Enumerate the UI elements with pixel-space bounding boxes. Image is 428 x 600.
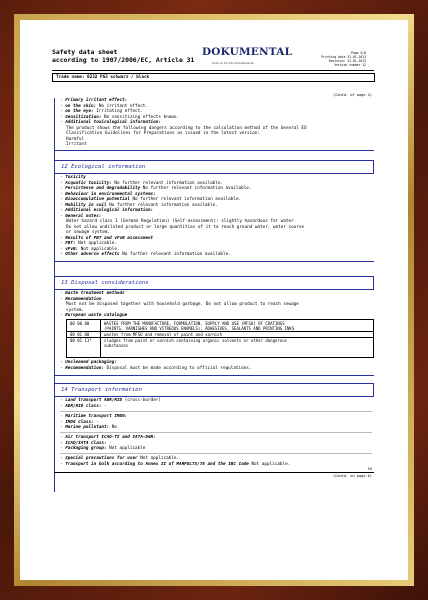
- disposal-line: · Uncleaned packaging:: [60, 360, 117, 365]
- waste-desc: WASTES FROM THE MANUFACTURE, FORMULATION, SUPPLY AND USE (MFSU) OF COATINGS: [104, 321, 285, 326]
- footer-code: EU: [368, 467, 372, 471]
- transport-line: · ICAO/IATA Class: -: [60, 440, 112, 446]
- tox-line: · Primary irritant effect:: [60, 98, 128, 103]
- company-logo: DOKUMENTAL: [202, 46, 293, 58]
- transport-line: · Transport in bulk according to Annex II of MARPOL73/78 and the IBC Code Not applicable.: [60, 461, 291, 467]
- eco-line: · General notes:: [60, 213, 102, 219]
- transport-line: · Packaging group: Not applicable: [60, 446, 146, 451]
- waste-desc: (PAINTS, VARNISHES AND VITREOUS ENAMELS), ADHESIVES, SEALANTS AND PRINTING INKS: [104, 326, 295, 331]
- eco-line: · Results of PBT and vPvB assessment: [60, 235, 154, 241]
- section-divider: [54, 150, 374, 151]
- tox-text: Irritant: [66, 142, 87, 147]
- tox-line: · on the eye: Irritating effect.: [60, 109, 143, 114]
- continued-note-bottom: (Contd. on page 6): [333, 474, 372, 478]
- transport-line: · ADR/RID class: -: [60, 403, 107, 409]
- section-12-title: 12 Ecological information: [61, 164, 146, 170]
- printing-date: Printing date 31.01.2013: [321, 54, 366, 59]
- group-divider: [60, 432, 372, 433]
- group-divider: [60, 453, 372, 454]
- eco-text: Do not allow undiluted product or large quantities of it to reach ground water, water course: [66, 224, 304, 230]
- section-13-title: 13 Disposal considerations: [61, 280, 149, 286]
- section-14-title: 14 Transport information: [61, 387, 142, 393]
- waste-desc: substances: [104, 343, 129, 348]
- tox-text: Classification Guidelines for Preparations as issued in the latest version:: [66, 131, 261, 136]
- disposal-line: · Recommendation: [60, 296, 102, 302]
- disposal-text: system.: [66, 307, 85, 313]
- tox-line: · Sensitization: No sensitizing effects known.: [60, 114, 180, 120]
- tox-text: Harmful: [66, 136, 85, 142]
- page-number: Page 5/8: [351, 51, 366, 55]
- eco-line: · Persistence and degradability No further relevant information available.: [60, 186, 252, 191]
- tox-text: The product shows the following dangers according to the calculation method of the General EU: [66, 125, 307, 131]
- waste-desc: wastes from MFSU and removal of paint and varnish: [104, 332, 223, 337]
- transport-line: · Maritime transport IMDG:: [60, 414, 128, 419]
- continued-note-top: (Contd. of page 4): [333, 93, 372, 97]
- tox-line: · on the skin: No irritant effect.: [60, 103, 148, 109]
- waste-code: 08 00 00: [70, 321, 90, 326]
- transport-line: · IMDG Class: -: [60, 419, 99, 425]
- eco-line: · PBT: Not applicable.: [60, 241, 117, 246]
- tox-line: · Additional toxicological information:: [60, 120, 161, 125]
- footer-rule: [54, 472, 374, 473]
- eco-line: · Mobility in soil No further relevant information available.: [60, 202, 218, 208]
- section-13-header: [54, 276, 374, 290]
- logo-subtitle: Kuhn & Co KG Schreibwaren: [212, 61, 255, 65]
- eco-line: · Acquatic toxicity: No further relevant information available.: [60, 180, 224, 186]
- eco-line: · Other adverse effects No further relevant information available.: [60, 252, 231, 257]
- group-divider: [60, 411, 372, 412]
- disposal-line: · Waste treatment methods: [60, 291, 125, 296]
- section-margin-bar: [54, 173, 55, 287]
- waste-code: 08 01 11*: [70, 338, 92, 343]
- waste-desc: sludges from paint or varnish containing organic solvents or other dangerous: [104, 338, 288, 343]
- transport-line: · Air transport ICAO-TI and IATA-DGR:: [60, 435, 156, 440]
- doc-title: Safety data sheet: [52, 48, 118, 56]
- eco-line: · vPvB: Not applicable.: [60, 246, 120, 252]
- transport-line: · Special precautions for user Not applicable.: [60, 456, 180, 461]
- header-rule: [52, 70, 374, 71]
- section-divider: [54, 261, 374, 262]
- eco-line: · Toxicity: [60, 175, 86, 180]
- eco-text: Water hazard class 1 (German Regulation) (Self-assessment): slightly hazardous for water: [66, 219, 294, 224]
- section-14-header: [54, 383, 374, 397]
- transport-line: · Land transport ADR/RID (cross-border): [60, 398, 161, 403]
- doc-subtitle: according to 1907/2006/EC, Article 31: [52, 56, 195, 64]
- disposal-line: · European waste catalogue: [60, 313, 128, 318]
- eco-line: · Additional ecological information:: [60, 208, 154, 213]
- transport-line: · Marine pollutant: No: [60, 425, 117, 430]
- section-margin-bar: [54, 289, 55, 393]
- eco-line: · Bioaccumulative potential No further relevant information available.: [60, 197, 242, 202]
- table-column-divider: [100, 320, 101, 357]
- section-margin-bar: [54, 396, 55, 492]
- disposal-line: · Recommendation: Disposal must be made according to official regulations.: [60, 365, 252, 371]
- revision-date: Revision: 31.01.2013: [328, 58, 366, 63]
- trade-name: Trade name: 0232 PG3 schwarz / black: [56, 74, 150, 80]
- section-12-header: [54, 160, 374, 174]
- eco-text: or sewage system.: [66, 230, 110, 235]
- disposal-text: Must not be disposed together with household garbage. Do not allow product to reach sewage: [66, 302, 299, 307]
- doc-meta: [321, 52, 366, 68]
- version-number: Version number 12: [334, 62, 366, 67]
- section-divider: [54, 375, 374, 376]
- waste-catalogue-table: [66, 319, 374, 358]
- waste-code: 08 01 00: [70, 332, 90, 337]
- eco-line: · Behaviour in environmental systems:: [60, 191, 156, 197]
- document-page: [20, 20, 408, 580]
